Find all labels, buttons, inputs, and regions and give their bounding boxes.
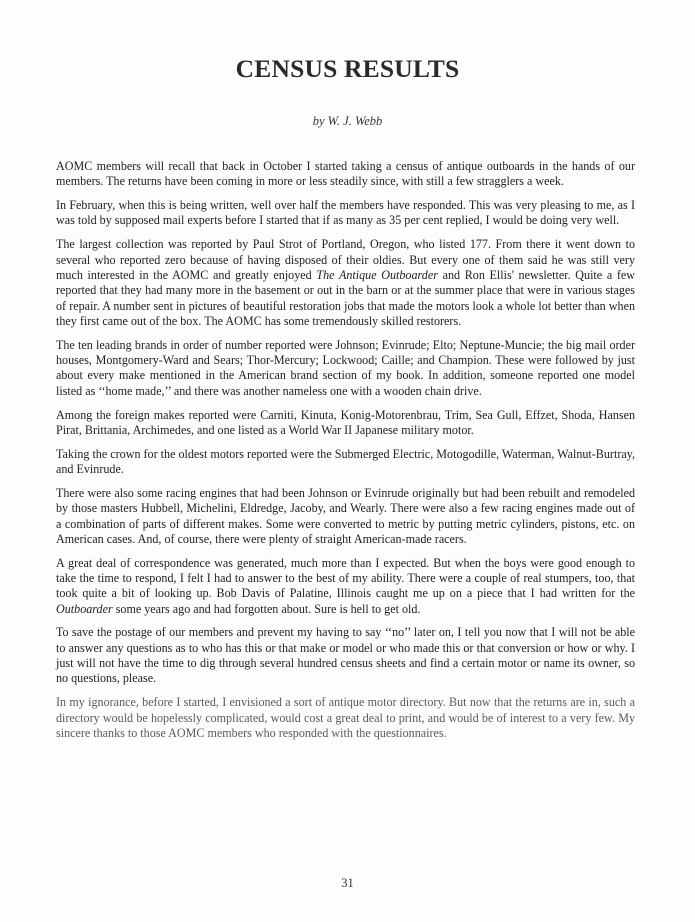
article-byline: by W. J. Webb — [312, 114, 383, 128]
paragraph-3 — [56, 237, 635, 329]
paragraph-text: In my ignorance, before I started, I envisioned a sort of antique motor directory. But now that the returns are in, such a directory would be hopelessly complicated, would cost a great deal to print, and would be of interest to a very few. My sincere thanks to those AOMC members who responded with the questionnaires. — [56, 695, 635, 740]
paragraph-text: AOMC members will recall that back in October I started taking a census of antique outboards in the hands of our members. The returns have been coming in more or less steadily since, with still a few stragglers a week. — [56, 159, 635, 189]
paragraph-text: The largest collection was reported by Paul Strot of Portland, Oregon, who listed 177. From there it went down to several who reported zero because of having disposed of their oldies. But every one of them said he was still very much interested in the AOMC and greatly enjoyed — [56, 237, 635, 282]
paragraph-text: To save the postage of our members and prevent my having to say ‘‘no’’ later on, I tell you now that I will not be able to answer any questions as to who has this or that make or model or who made this or that conversion or how or why. I just will not have the time to dig through several hundred census sheets and find a certain motor or name its owner, so no questions, please. — [56, 625, 635, 686]
paragraph-9 — [56, 625, 635, 686]
paragraph-text: A great deal of correspondence was generated, much more than I expected. But when the boys were good enough to take the time to respond, I felt I had to answer to the best of my ability. There were a couple of real stumpers, too, that took quite a bit of looking up. Bob Davis of Palatine, Illinois caught me up on a piece that I had written for the — [56, 555, 635, 601]
paragraph-text: and Ron Ellis' newsletter. Quite a few reported that they had many more in the basement or out in the barn or at the summer place that were in various stages of repair. A number sent in pictures of beautiful restoration jobs that made the motors look a whole lot better than when they first came out of the box. The AOMC has some tremendously skilled restorers. — [56, 267, 635, 328]
paragraph-text: Taking the crown for the oldest motors reported were the Submerged Electric, Motogodille, Waterman, Walnut-Burtray, and Evinrude. — [56, 446, 635, 477]
paragraph-2 — [56, 198, 635, 229]
paragraph-text: There were also some racing engines that had been Johnson or Evinrude originally but had been rebuilt and remodeled by those masters Hubbell, Michelini, Eldredge, Jacoby, and Wearly. There were also a few racing engines made out of a combination of parts of different makes. Some were converted to metric by putting metric cylinders, pistons, etc. on American cases. And, of course, there were plenty of straight American-made racers. — [56, 485, 635, 546]
paragraph-10 — [56, 695, 635, 741]
paragraph-text: some years ago and had forgotten about. Sure is hell to get old. — [112, 601, 421, 616]
paragraph-text: The ten leading brands in order of number reported were Johnson; Evinrude; Elto; Neptune-Muncie; the big mail order houses, Montgomery-Ward and Sears; Thor-Mercury; Lockwood; Caille; and Champion. These were followed by just about every make mentioned in the American brand section of my book. In addition, someone reported one model listed as ‘‘home made,’’ and there was another nameless one with a wooden chain drive. — [56, 337, 635, 398]
article-body — [56, 159, 635, 750]
paragraph-8 — [56, 556, 635, 617]
paragraph-5 — [56, 408, 635, 439]
paragraph-7 — [56, 486, 635, 547]
publication-title: Outboarder — [56, 601, 113, 616]
page-number: 31 — [341, 876, 354, 890]
paragraph-text: Among the foreign makes reported were Carniti, Kinuta, Konig-Motorenbrau, Trim, Sea Gull, Effzet, Shoda, Hansen Pirat, Brittania, Archimedes, and one listed as a World War II Japanese military motor. — [56, 407, 635, 437]
paragraph-1 — [56, 159, 635, 190]
article-title: CENSUS RESULTS — [235, 54, 460, 83]
paragraph-text: In February, when this is being written, well over half the members have responded. This was very pleasing to me, as I was told by supposed mail experts before I started that if as many as 35 per cent replied, I would be doing very well. — [56, 198, 635, 228]
paragraph-4 — [56, 338, 635, 399]
paragraph-6 — [56, 447, 635, 478]
publication-title: The Antique Outboarder — [316, 267, 438, 282]
